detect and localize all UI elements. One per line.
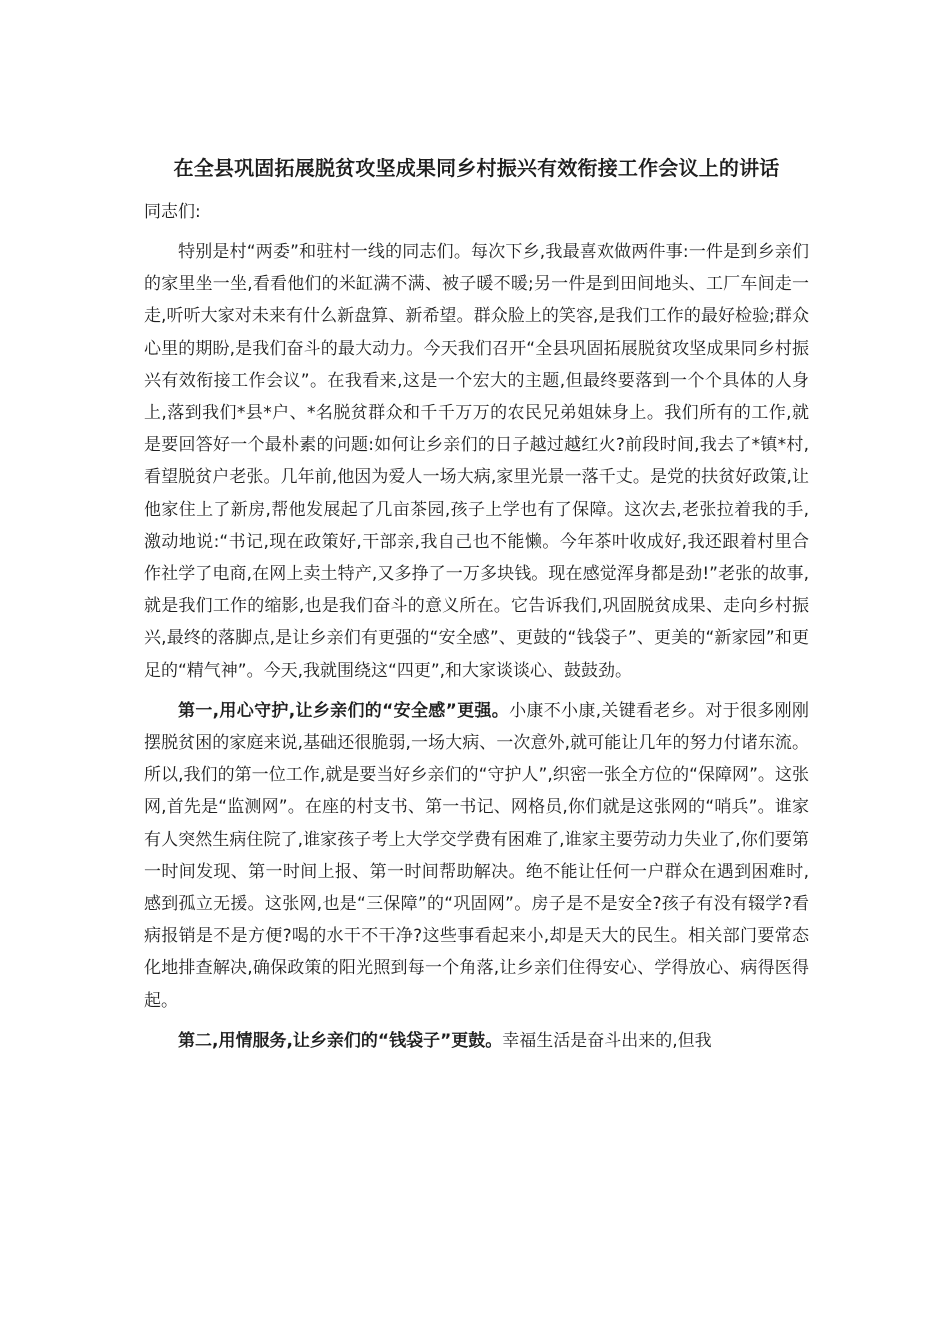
document-page [144,140,809,1057]
paragraph-lead-heading: 第一,用心守护,让乡亲们的“安全感”更强。 [178,700,510,721]
paragraph-second-point [144,1025,809,1057]
document-title: 在全县巩固拓展脱贫攻坚成果同乡村振兴有效衔接工作会议上的讲话 [173,156,780,180]
paragraph-text: 幸福生活是奋斗出来的,但我 [502,1030,712,1051]
paragraph-text: 小康不小康,关键看老乡。对于很多刚刚摆脱贫困的家庭来说,基础还很脆弱,一场大病、一次意外,就可能让几年的努力付诸东流。所以,我们的第一位工作,就是要当好乡亲们的“守护人”,织密一张全方位的“保障网”。这张网,首先是“监测网”。在座的村支书、第一书记、网格员,你们就是这张网的“哨兵”。谁家有人突然生病住院了,谁家孩子考上大学交学费有困难了,谁家主要劳动力失业了,你们要第一时间发现、第一时间上报、第一时间帮助解决。绝不能让任何一户群众在遇到困难时,感到孤立无援。这张网,也是“三保障”的“巩固网”。房子是不是安全?孩子有没有辍学?看病报销是不是方便?喝的水干不干净?这些事看起来小,却是天大的民生。相关部门要常态化地排查解决,确保政策的阳光照到每一个角落,让乡亲们住得安心、学得放心、病得医得起。 [144,700,809,1011]
paragraph-lead-heading: 第二,用情服务,让乡亲们的“钱袋子”更鼓。 [178,1030,503,1051]
salutation: 同志们: [144,202,201,222]
paragraph-first-point [144,695,809,1017]
paragraph-intro [144,236,809,687]
paragraph-text: 特别是村“两委”和驻村一线的同志们。每次下乡,我最喜欢做两件事:一件是到乡亲们的家里坐一坐,看看他们的米缸满不满、被子暖不暖;另一件是到田间地头、工厂车间走一走,听听大家对未来有什么新盘算、新希望。群众脸上的笑容,是我们工作的最好检验;群众心里的期盼,是我们奋斗的最大动力。今天我们召开“全县巩固拓展脱贫攻坚成果同乡村振兴有效衔接工作会议”。在我看来,这是一个宏大的主题,但最终要落到一个个具体的人身上,落到我们*县*户、*名脱贫群众和千千万万的农民兄弟姐妹身上。我们所有的工作,就是要回答好一个最朴素的问题:如何让乡亲们的日子越过越红火?前段时间,我去了*镇*村,看望脱贫户老张。几年前,他因为爱人一场大病,家里光景一落千丈。是党的扶贫好政策,让他家住上了新房,帮他发展起了几亩茶园,孩子上学也有了保障。这次去,老张拉着我的手,激动地说:“书记,现在政策好,干部亲,我自己也不能懒。今年茶叶收成好,我还跟着村里合作社学了电商,在网上卖土特产,又多挣了一万多块钱。现在感觉浑身都是劲!”老张的故事,就是我们工作的缩影,也是我们奋斗的意义所在。它告诉我们,巩固脱贫成果、走向乡村振兴,最终的落脚点,是让乡亲们有更强的“安全感”、更鼓的“钱袋子”、更美的“新家园”和更足的“精气神”。今天,我就围绕这“四更”,和大家谈谈心、鼓鼓劲。 [144,242,809,681]
